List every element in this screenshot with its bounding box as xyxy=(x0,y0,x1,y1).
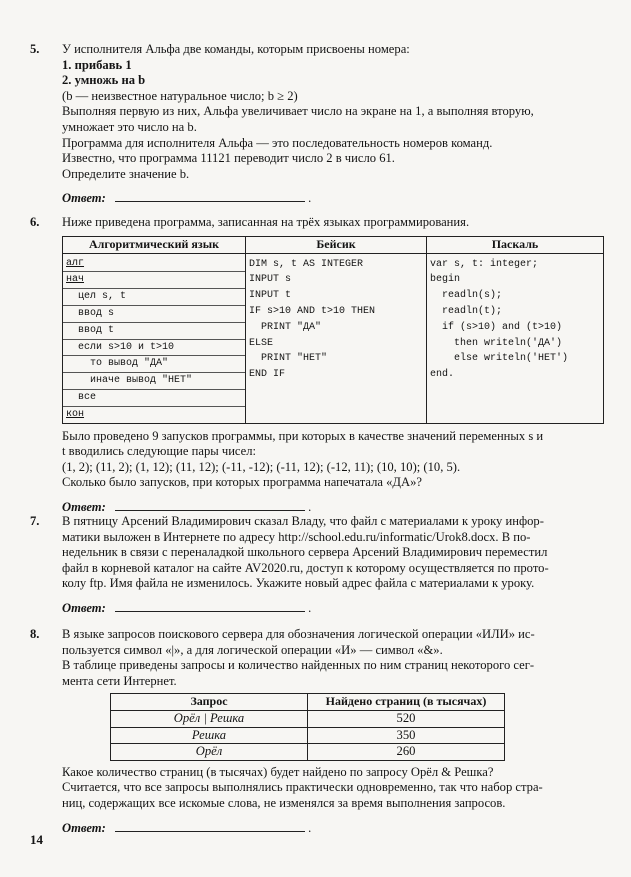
answer-label: Ответ: xyxy=(62,191,106,206)
code-line: INPUT s xyxy=(249,274,292,286)
query-table xyxy=(110,693,505,760)
task-5 xyxy=(30,42,602,207)
header-query: Запрос xyxy=(111,694,308,711)
command-2: 2. умножь на b xyxy=(62,73,146,88)
table-row xyxy=(111,727,505,744)
text-line: Определите значение b. xyxy=(62,166,190,181)
table-row xyxy=(111,710,505,727)
answer-field[interactable] xyxy=(115,499,305,511)
text-line: В пятницу Арсений Владимирович сказал Владу, что файл с материалами к уроку инфор- xyxy=(62,514,544,528)
code-line: INPUT t xyxy=(249,290,292,302)
code-line: end. xyxy=(430,369,455,381)
answer-row: Ответ: . xyxy=(62,600,312,615)
query-cell: Решка xyxy=(111,727,308,744)
text-line: мента сети Интернет. xyxy=(62,673,177,688)
task-number: 5. xyxy=(30,42,40,56)
query-cell: Орёл | Решка xyxy=(111,710,308,727)
answer-label: Ответ: xyxy=(62,499,106,514)
text-line: Выполняя первую из них, Альфа увеличивает число на экране на 1, а выполняя вторую, xyxy=(62,104,534,119)
code-line: readln(t); xyxy=(430,305,503,317)
text-line: В языке запросов поискового сервера для обозначения логической операции «ИЛИ» ис- xyxy=(62,627,535,641)
header-count: Найдено страниц (в тысячах) xyxy=(308,694,505,711)
code-line: нач xyxy=(66,274,85,286)
task-number: 6. xyxy=(30,215,40,229)
code-line: PRINT "ДА" xyxy=(249,321,322,333)
code-line: ввод s xyxy=(63,305,245,322)
basic-code xyxy=(246,253,427,423)
query-cell: Орёл xyxy=(111,744,308,761)
answer-row: Ответ: . xyxy=(62,820,312,835)
count-cell: 350 xyxy=(308,727,505,744)
answer-row: Ответ: . xyxy=(62,191,312,206)
code-line: var s, t: integer; xyxy=(430,258,539,270)
task-6 xyxy=(30,215,602,516)
program-table xyxy=(62,236,604,424)
alg-code xyxy=(63,253,246,423)
task-7 xyxy=(30,514,602,617)
header-alg: Алгоритмический язык xyxy=(63,236,246,253)
code-line: DIM s, t AS INTEGER xyxy=(249,258,364,270)
answer-field[interactable] xyxy=(115,600,305,612)
count-cell: 260 xyxy=(308,744,505,761)
code-line: иначе вывод "НЕТ" xyxy=(63,372,245,389)
task-number: 7. xyxy=(30,514,40,528)
answer-field[interactable] xyxy=(115,190,305,202)
code-line: if (s>10) and (t>10) xyxy=(430,321,563,333)
text-line: Было проведено 9 запусков программы, при которых в качестве значений переменных s и xyxy=(62,428,544,443)
text-line: В таблице приведены запросы и количество найденных по ним страниц некоторого сег- xyxy=(62,658,535,673)
text-line: Известно, что программа 11121 переводит число 2 в число 61. xyxy=(62,151,395,166)
question: Сколько было запусков, при которых программа напечатала «ДА»? xyxy=(62,475,422,490)
text-line: Программа для исполнителя Альфа — это последовательность номеров команд. xyxy=(62,135,493,150)
code-line: цел s, t xyxy=(63,288,245,305)
code-line: then writeln('ДА') xyxy=(430,337,563,349)
table-row xyxy=(111,744,505,761)
text-line: Ниже приведена программа, записанная на трёх языках программирования. xyxy=(62,215,470,229)
text-line: недельник в связи с переналадкой школьного сервера Арсений Владимирович переместил xyxy=(62,545,548,560)
header-basic: Бейсик xyxy=(246,236,427,253)
answer-field[interactable] xyxy=(115,820,305,832)
text-line: Считается, что все запросы выполнялись практически одновременно, так что набор стра- xyxy=(62,780,543,795)
command-1: 1. прибавь 1 xyxy=(62,57,132,72)
text-line: t вводились следующие пары чисел: xyxy=(62,444,257,459)
text-line: пользуется символ «|», а для логической операции «И» — символ «&». xyxy=(62,642,443,657)
code-line: begin xyxy=(430,274,461,286)
code-line: PRINT "НЕТ" xyxy=(249,353,328,365)
code-line: все xyxy=(63,389,245,406)
page-number: 14 xyxy=(30,832,43,847)
text-line: матики выложен в Интернете по адресу http://school.edu.ru/informatic/Urok8.docx. В по- xyxy=(62,529,531,544)
code-line: алг xyxy=(66,257,85,269)
text-line: колу ftp. Имя файла не изменилось. Укажите новый адрес файла с материалами к уроку. xyxy=(62,576,535,591)
answer-label: Ответ: xyxy=(62,820,106,835)
text-line: умножает это число на b. xyxy=(62,119,197,134)
code-line: кон xyxy=(66,408,85,420)
header-pascal: Паскаль xyxy=(427,236,604,253)
answer-row: Ответ: . xyxy=(62,499,312,514)
code-line: ELSE xyxy=(249,337,274,349)
text-line: файл в корневой каталог на сайте AV2020.ru, доступ к которому осуществляется по прото- xyxy=(62,560,549,575)
text-line: ниц, содержащих все искомые слова, не изменялся за время выполнения запросов. xyxy=(62,795,506,810)
input-pairs: (1, 2); (11, 2); (1, 12); (11, 12); (-11, -12); (-11, 12); (-12, 11); (10, 10); (10, 5). xyxy=(62,459,461,474)
code-line: else writeln('НЕТ') xyxy=(430,353,569,365)
count-cell: 520 xyxy=(308,710,505,727)
text-line: У исполнителя Альфа две команды, которым присвоены номера: xyxy=(62,42,410,56)
question: Какое количество страниц (в тысячах) будет найдено по запросу Орёл & Решка? xyxy=(62,764,494,779)
code-line: если s>10 и t>10 xyxy=(63,339,245,356)
task-8 xyxy=(30,627,602,836)
code-line: END IF xyxy=(249,369,286,381)
pascal-code xyxy=(427,253,604,423)
code-line: IF s>10 AND t>10 THEN xyxy=(249,305,376,317)
code-line: readln(s); xyxy=(430,290,503,302)
answer-label: Ответ: xyxy=(62,600,106,615)
code-line: то вывод "ДА" xyxy=(63,355,245,372)
code-line: ввод t xyxy=(63,322,245,339)
task-number: 8. xyxy=(30,627,40,641)
text-line: (b — неизвестное натуральное число; b ≥ 2) xyxy=(62,88,298,103)
